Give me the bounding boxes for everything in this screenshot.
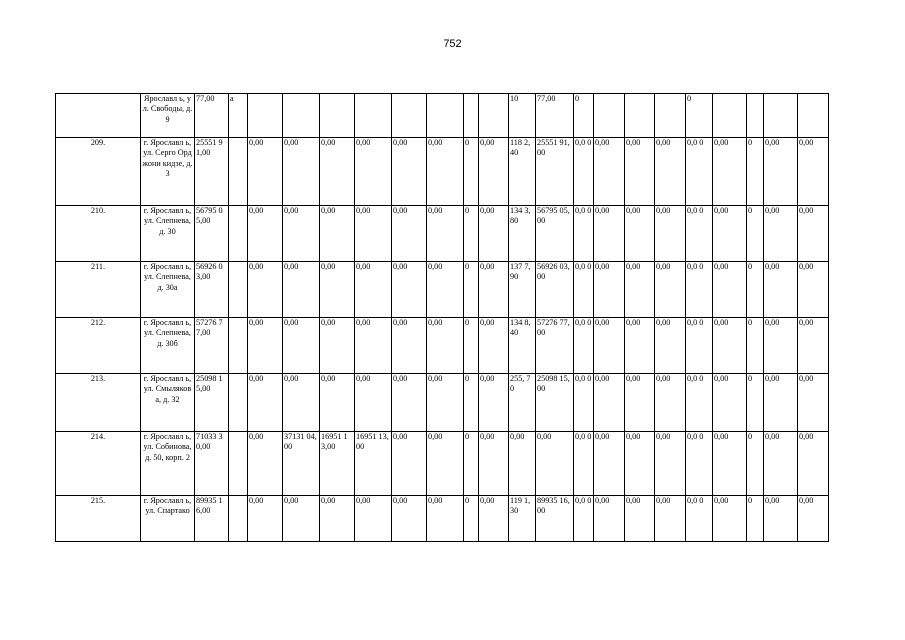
table-cell: 71033 30,00: [195, 432, 229, 496]
table-cell: 0,00: [594, 374, 625, 432]
table-cell: 0,0 0: [686, 138, 713, 206]
table-cell: 0,00: [479, 262, 509, 318]
table-cell: 0,00: [479, 374, 509, 432]
table-cell: 210.: [56, 206, 141, 262]
table-cell: 0,0 0: [686, 432, 713, 496]
table-cell: 0: [747, 206, 764, 262]
table-cell: 0,00: [392, 206, 427, 262]
table-cell: 0,00: [764, 262, 798, 318]
table-cell: 0,00: [427, 262, 464, 318]
table-cell: 0,00: [479, 432, 509, 496]
table-cell: 0,00: [248, 262, 283, 318]
table-cell: [798, 94, 829, 138]
table-cell: 0,00: [248, 206, 283, 262]
table-cell: г. Ярославл ь, ул. Слепнева, д. 30: [141, 206, 195, 262]
table-cell: 0,00: [655, 262, 686, 318]
table-cell: 0,00: [392, 318, 427, 374]
table-cell: 77,00: [536, 94, 574, 138]
table-cell: 118 2,40: [509, 138, 536, 206]
table-cell: 0,00: [320, 206, 355, 262]
table-cell: 0,00: [479, 496, 509, 542]
table-cell: 0,00: [594, 262, 625, 318]
table-cell: 0,00: [625, 138, 655, 206]
table-cell: 0,00: [713, 138, 747, 206]
table-cell: 0,0 0: [574, 206, 594, 262]
table-row: [56, 374, 829, 432]
table-cell: 25551 91,00: [195, 138, 229, 206]
table-cell: 0,00: [355, 374, 392, 432]
table-cell: 56795 05,00: [536, 206, 574, 262]
table-cell: 0,00: [355, 496, 392, 542]
table-cell: [229, 318, 248, 374]
table-cell: 119 1,30: [509, 496, 536, 542]
table-cell: 0,00: [283, 496, 320, 542]
table-cell: 0,00: [479, 138, 509, 206]
table-cell: 0,00: [798, 496, 829, 542]
table-cell: 0,00: [479, 206, 509, 262]
table-cell: 0,00: [798, 318, 829, 374]
table-row: [56, 138, 829, 206]
table-cell: 0: [464, 262, 479, 318]
table-cell: 0,00: [655, 496, 686, 542]
table-cell: [229, 374, 248, 432]
table-cell: [229, 206, 248, 262]
table-cell: 0,00: [713, 262, 747, 318]
table-cell: 214.: [56, 432, 141, 496]
table-cell: 0,00: [594, 138, 625, 206]
table-cell: 0: [464, 496, 479, 542]
table-cell: 0,00: [536, 432, 574, 496]
table-cell: 0,00: [427, 432, 464, 496]
table-cell: [320, 94, 355, 138]
table-cell: 0: [747, 374, 764, 432]
table-cell: 212.: [56, 318, 141, 374]
table-row: [56, 262, 829, 318]
table-cell: 0,00: [392, 138, 427, 206]
table-cell: 134 3,80: [509, 206, 536, 262]
table-cell: 0,0 0: [574, 318, 594, 374]
table-cell: 134 8,40: [509, 318, 536, 374]
table-cell: 0,00: [355, 262, 392, 318]
table-cell: 0: [464, 206, 479, 262]
table-cell: [479, 94, 509, 138]
table-cell: 25551 91,00: [536, 138, 574, 206]
table-cell: 0: [464, 432, 479, 496]
table-cell: 0,00: [655, 138, 686, 206]
table-cell: 0,0 0: [574, 374, 594, 432]
table-cell: 0,00: [283, 206, 320, 262]
table-cell: 0,00: [427, 206, 464, 262]
table-cell: 0,00: [625, 432, 655, 496]
table-cell: 0,0 0: [686, 318, 713, 374]
table-cell: 0,00: [283, 374, 320, 432]
table-cell: 0,00: [594, 206, 625, 262]
table-cell: 0,00: [798, 374, 829, 432]
table-cell: 37131 04,00: [283, 432, 320, 496]
table-cell: 0: [747, 318, 764, 374]
table-cell: 0,00: [248, 432, 283, 496]
table-cell: г. Ярославл ь, ул. Собинова, д. 50, корп. 2: [141, 432, 195, 496]
table-cell: 0,00: [427, 138, 464, 206]
table-cell: [747, 94, 764, 138]
table-cell: 0,00: [392, 262, 427, 318]
table-cell: [229, 138, 248, 206]
table-cell: г. Ярославл ь, ул. Спартако: [141, 496, 195, 542]
table-cell: [655, 94, 686, 138]
table-cell: 0: [747, 138, 764, 206]
table-cell: 0,00: [320, 318, 355, 374]
table-cell: 25098 15,00: [195, 374, 229, 432]
table-cell: 0,00: [427, 496, 464, 542]
table-cell: [229, 496, 248, 542]
table-cell: 89935 16,00: [536, 496, 574, 542]
table-cell: [392, 94, 427, 138]
table-cell: 0,00: [509, 432, 536, 496]
table-cell: 0,00: [283, 318, 320, 374]
table-cell: 16951 13,00: [355, 432, 392, 496]
table-cell: Ярославл ь, ул. Свободы, д. 9: [141, 94, 195, 138]
table-cell: [764, 94, 798, 138]
table-cell: 0,00: [798, 432, 829, 496]
table-cell: [229, 262, 248, 318]
table-cell: 215.: [56, 496, 141, 542]
table-cell: 0,00: [713, 496, 747, 542]
table-cell: 0,00: [320, 138, 355, 206]
table-cell: г. Ярославл ь, ул. Серго Орджони кидзе, д. 3: [141, 138, 195, 206]
table-cell: 56795 05,00: [195, 206, 229, 262]
table-cell: 0,00: [655, 374, 686, 432]
table-cell: 0,00: [355, 318, 392, 374]
table-cell: 0,00: [713, 206, 747, 262]
table-cell: 57276 77,00: [195, 318, 229, 374]
table-cell: 0,00: [283, 262, 320, 318]
table-cell: 0,00: [798, 262, 829, 318]
table-cell: 0: [464, 374, 479, 432]
table-row: [56, 318, 829, 374]
table-cell: 0,00: [798, 138, 829, 206]
table-cell: 0,00: [248, 374, 283, 432]
table-cell: 0,00: [655, 432, 686, 496]
table-cell: 56926 03,00: [195, 262, 229, 318]
table-cell: 57276 77,00: [536, 318, 574, 374]
page-number: 752: [443, 38, 462, 50]
table-cell: [713, 94, 747, 138]
table-cell: 0,00: [355, 206, 392, 262]
table-cell: 0,00: [248, 318, 283, 374]
table-cell: 89935 16,00: [195, 496, 229, 542]
table-cell: 0,00: [594, 432, 625, 496]
table-cell: 0,00: [764, 206, 798, 262]
table-cell: 209.: [56, 138, 141, 206]
table-cell: 0,00: [713, 374, 747, 432]
table-cell: 0,0 0: [574, 262, 594, 318]
table-row: [56, 206, 829, 262]
table-cell: 213.: [56, 374, 141, 432]
table-cell: 0,00: [320, 374, 355, 432]
table-cell: [229, 432, 248, 496]
table-cell: 0,00: [594, 318, 625, 374]
table-row: [56, 94, 829, 138]
table-cell: [283, 94, 320, 138]
table-cell: 0,0 0: [574, 138, 594, 206]
table-cell: 0,00: [655, 318, 686, 374]
table-cell: 0,00: [320, 496, 355, 542]
table-cell: 0: [574, 94, 594, 138]
table-cell: 0,0 0: [686, 374, 713, 432]
table-cell: 0,00: [625, 206, 655, 262]
table-cell: [56, 94, 141, 138]
table-cell: [248, 94, 283, 138]
table-cell: 0,00: [625, 318, 655, 374]
table-cell: 0: [464, 318, 479, 374]
table-cell: г. Ярославл ь, ул. Слепнева, д. 30а: [141, 262, 195, 318]
table-cell: 0,00: [713, 432, 747, 496]
table-cell: 10: [509, 94, 536, 138]
table-cell: 0,00: [355, 138, 392, 206]
table-cell: а: [229, 94, 248, 138]
table-cell: 0: [747, 496, 764, 542]
table-cell: 0,00: [764, 138, 798, 206]
table-cell: 0,00: [248, 496, 283, 542]
table-cell: 0,00: [427, 374, 464, 432]
table-cell: 0: [747, 432, 764, 496]
table-cell: 255, 70: [509, 374, 536, 432]
table-cell: 0,00: [764, 374, 798, 432]
table-cell: 56926 03,00: [536, 262, 574, 318]
table-cell: 0: [747, 262, 764, 318]
table-cell: 0,00: [392, 374, 427, 432]
table-row: [56, 496, 829, 542]
table-cell: 0: [464, 138, 479, 206]
table-cell: 0,00: [594, 496, 625, 542]
table-cell: 0,00: [625, 496, 655, 542]
table-cell: г. Ярославл ь, ул. Смыляков а, д. 32: [141, 374, 195, 432]
table-cell: 0,00: [392, 496, 427, 542]
table-cell: 211.: [56, 262, 141, 318]
table-cell: 25098 15,00: [536, 374, 574, 432]
data-table: [55, 93, 829, 542]
table-cell: [427, 94, 464, 138]
table-cell: [594, 94, 625, 138]
table-cell: 0,00: [625, 374, 655, 432]
table-cell: 0,00: [625, 262, 655, 318]
table-cell: [355, 94, 392, 138]
table-row: [56, 432, 829, 496]
table-cell: 0,00: [764, 318, 798, 374]
table-cell: 0,0 0: [574, 496, 594, 542]
table-cell: [625, 94, 655, 138]
table-cell: 77,00: [195, 94, 229, 138]
table-cell: 16951 13,00: [320, 432, 355, 496]
table-cell: 0,00: [713, 318, 747, 374]
table-cell: 0,00: [798, 206, 829, 262]
table-cell: 0,00: [764, 432, 798, 496]
table-cell: 0,00: [283, 138, 320, 206]
table-cell: 0,00: [655, 206, 686, 262]
table-cell: г. Ярославл ь, ул. Слепнева, д. 30б: [141, 318, 195, 374]
table-cell: 137 7,90: [509, 262, 536, 318]
table-cell: 0,00: [320, 262, 355, 318]
table-cell: 0,0 0: [686, 496, 713, 542]
table-cell: 0,00: [392, 432, 427, 496]
table-cell: 0,00: [479, 318, 509, 374]
table-cell: 0,0 0: [574, 432, 594, 496]
table-cell: 0,00: [427, 318, 464, 374]
table-cell: 0,00: [764, 496, 798, 542]
table-cell: 0: [686, 94, 713, 138]
table-cell: 0,0 0: [686, 262, 713, 318]
table-cell: 0,0 0: [686, 206, 713, 262]
table-cell: 0,00: [248, 138, 283, 206]
table-cell: [464, 94, 479, 138]
